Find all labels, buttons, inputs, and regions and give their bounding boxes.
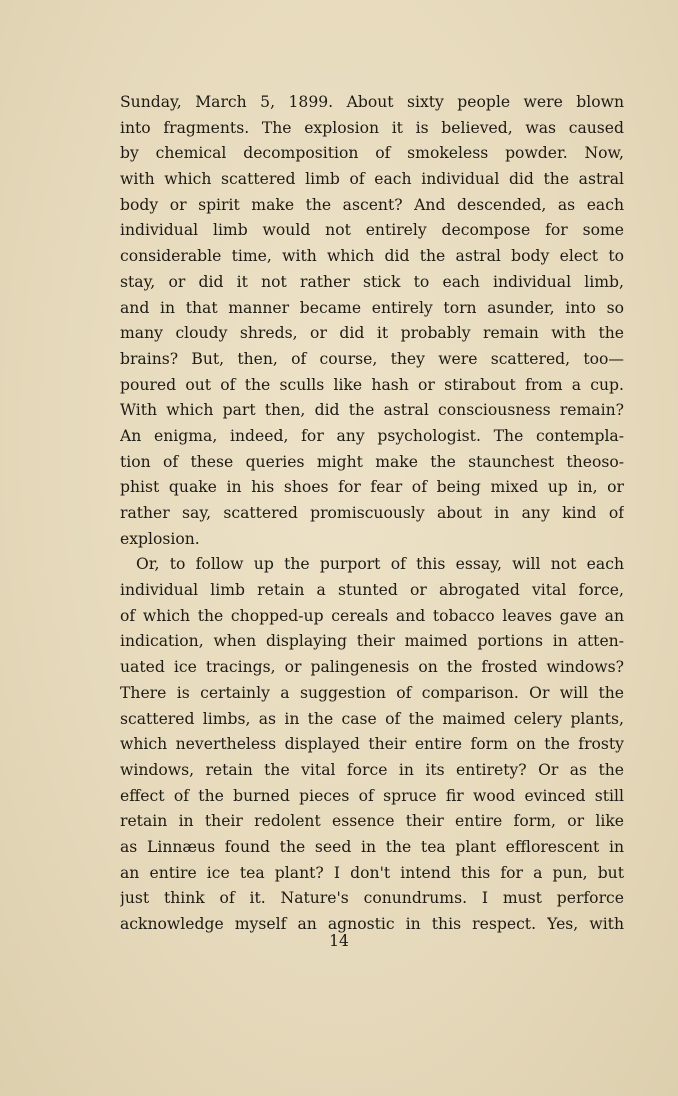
- body-text: [120, 90, 624, 938]
- text-line: acknowledge myself an agnostic in this respect. Yes, with: [120, 915, 624, 933]
- text-line: scattered limbs, as in the case of the maimed celery plants,: [120, 709, 624, 728]
- text-line: many cloudy shreds, or did it probably remain with the: [120, 324, 624, 343]
- text-line: An enigma, indeed, for any psychologist. The contempla-: [120, 426, 624, 445]
- text-line: with which scattered limb of each individual did the astral: [120, 170, 624, 189]
- text-line: considerable time, with which did the astral body elect to: [120, 247, 624, 266]
- text-line: by chemical decomposition of smokeless powder. Now,: [120, 144, 624, 163]
- text-line: windows, retain the vital force in its entirety? Or as the: [120, 760, 624, 779]
- text-line: tion of these queries might make the staunchest theoso-: [120, 452, 624, 471]
- text-line: individual limb would not entirely decompose for some: [120, 221, 624, 240]
- page-number: 14: [329, 932, 349, 950]
- paragraph-end-line: explosion.: [120, 529, 200, 548]
- text-line: indication, when displaying their maimed portions in atten-: [120, 632, 624, 651]
- text-line: and in that manner became entirely torn asunder, into so: [120, 298, 624, 317]
- text-line: an entire ice tea plant? I don't intend this for a pun, but: [120, 863, 624, 882]
- text-line: rather say, scattered promiscuously about in any kind of: [120, 504, 624, 522]
- text-line: phist quake in his shoes for fear of being mixed up in, or: [120, 478, 624, 497]
- text-line: individual limb retain a stunted or abrogated vital force,: [120, 581, 624, 600]
- text-line: stay, or did it not rather stick to each individual limb,: [120, 272, 624, 291]
- text-line: effect of the burned pieces of spruce fir wood evinced still: [120, 786, 624, 805]
- text-line: uated ice tracings, or palingenesis on the frosted windows?: [120, 658, 624, 677]
- text-line: of which the chopped-up cereals and tobacco leaves gave an: [120, 606, 624, 625]
- text-line: Sunday, March 5, 1899. About sixty people were blown: [120, 93, 624, 111]
- text-line: which nevertheless displayed their entire form on the frosty: [120, 735, 624, 754]
- text-line: as Linnæus found the seed in the tea plant efflorescent in: [120, 837, 624, 856]
- text-line: body or spirit make the ascent? And descended, as each: [120, 195, 624, 214]
- text-line: retain in their redolent essence their entire form, or like: [120, 812, 624, 831]
- text-line: just think of it. Nature's conundrums. I must perforce: [120, 889, 624, 908]
- text-line: into fragments. The explosion it is believed, was caused: [120, 118, 624, 137]
- text-line: There is certainly a suggestion of comparison. Or will the: [120, 683, 624, 702]
- text-line: With which part then, did the astral consciousness remain?: [120, 401, 624, 420]
- text-line: brains? But, then, of course, they were scattered, too—: [120, 349, 624, 368]
- text-line: poured out of the sculls like hash or stirabout from a cup.: [120, 375, 624, 394]
- paragraph-start-line: Or, to follow up the purport of this essay, will not each: [136, 555, 624, 574]
